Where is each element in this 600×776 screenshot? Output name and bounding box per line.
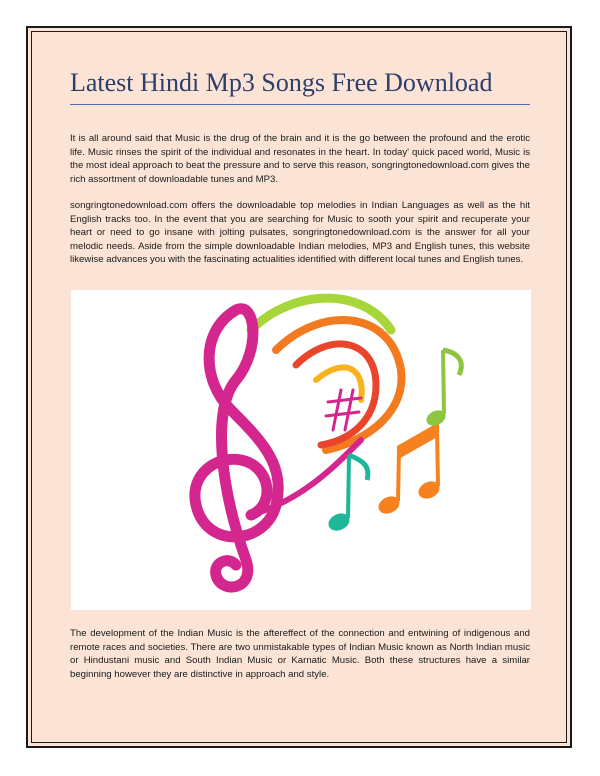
page-title: Latest Hindi Mp3 Songs Free Download bbox=[70, 68, 493, 97]
treble-clef bbox=[195, 309, 278, 587]
swirl-orange bbox=[276, 320, 401, 450]
paragraph-indian-music: The development of the Indian Music is the aftereffect of the connection and entwining of indigenous and remote races and societies. There are two unmistakable types of Indian Music known as North Indian music or Hindustani music and South Indian Music or Karnatic Music. Both these structures have a similar beginning however they are distinctive in approach and style. bbox=[70, 628, 530, 680]
music-illustration bbox=[71, 290, 531, 610]
paragraph-intro: It is all around said that Music is the drug of the brain and it is the go between the profound and the erotic life. Music rinses the spirit of the individual and resonates in the heart. In today' quick paced world, Music is the most ideal approach to beat the pressure and to serve this reason, songringtonedownload.com gives the rich assortment of downloadable tunes and MP3. bbox=[70, 133, 530, 185]
paragraph-site-offer: songringtonedownload.com offers the downloadable top melodies in Indian Languages as well as the hit English tracks too. In the event that you are searching for Music to sooth your spirit and recuperate your heart or need to go insane with jolting pulsates, songringtonedownload.com is the answer for all your melodic needs. Aside from the simple downloadable Indian melodies, MP3 and English tunes, this website likewise advances you with the fascinating actualities identified with different local tunes and English tunes. bbox=[70, 200, 530, 266]
note-orange-beamed bbox=[376, 422, 443, 517]
treble-clef-with-notes-icon bbox=[71, 290, 531, 610]
title-underline bbox=[70, 104, 530, 105]
note-green bbox=[424, 350, 461, 429]
sharp-sign bbox=[326, 390, 361, 430]
